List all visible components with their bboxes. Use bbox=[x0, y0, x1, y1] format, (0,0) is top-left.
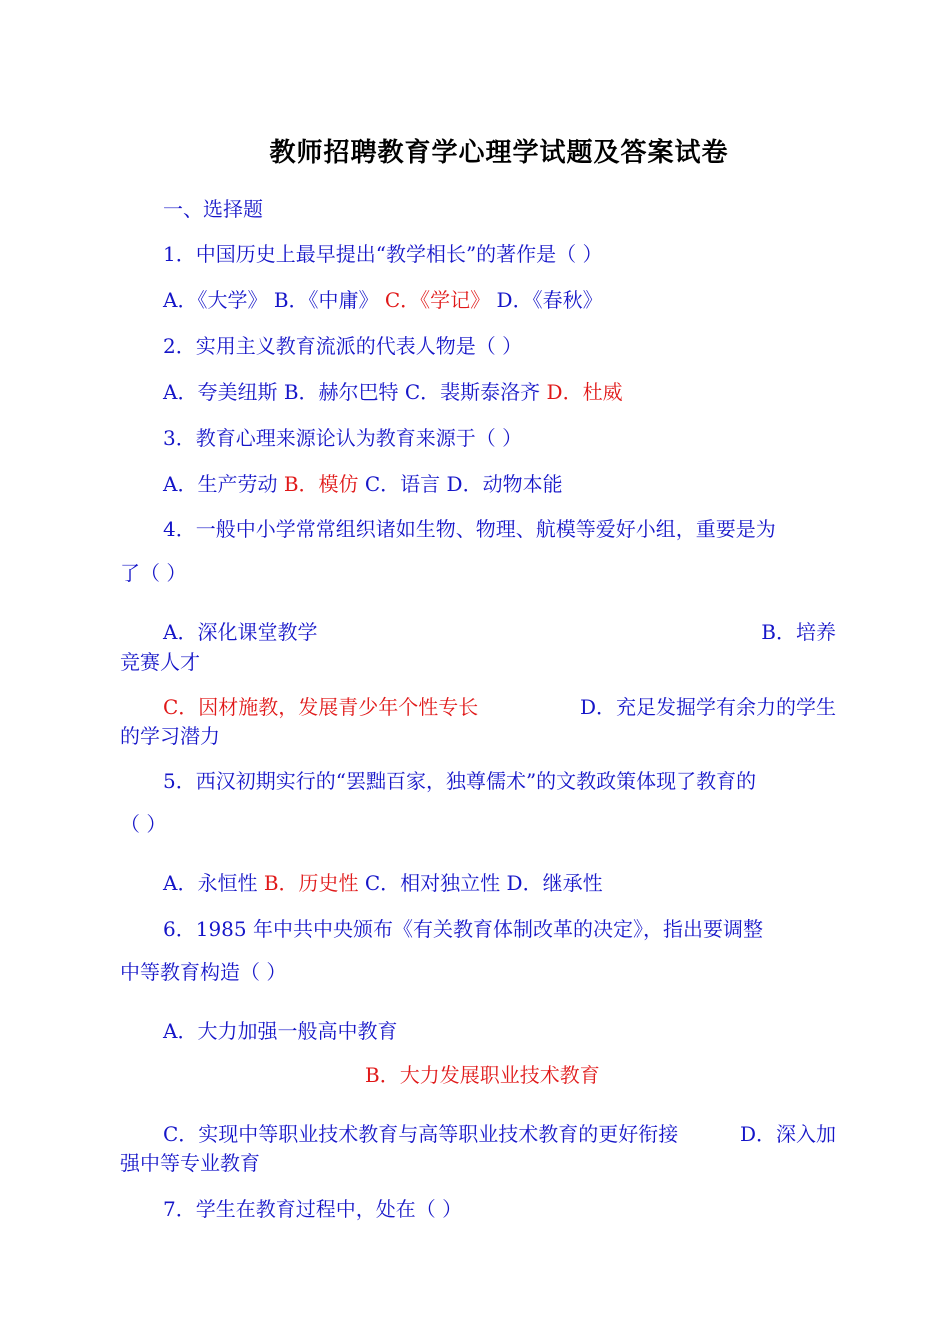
q4-option-b-continued: 竞赛人才 bbox=[120, 650, 200, 674]
q4-option-b: B．培养 bbox=[761, 620, 836, 644]
q1-option-c-answer: C．《学记》 bbox=[384, 288, 491, 312]
q4-option-a: A．深化课堂教学 bbox=[163, 620, 318, 644]
q2-option-a: A．夸美纽斯 bbox=[163, 380, 278, 404]
q6-option-d: D．深入加 bbox=[739, 1122, 836, 1146]
q6-option-d-continued: 强中等专业教育 bbox=[120, 1151, 260, 1175]
question-6-stem-line2: 中等教育构造（ ） bbox=[120, 960, 287, 984]
q6-options-row3 bbox=[163, 1119, 836, 1149]
q5-option-c: C．相对独立性 bbox=[364, 871, 501, 895]
q4-option-d-continued: 的学习潜力 bbox=[120, 724, 220, 748]
question-4-stem-line1: 4．一般中小学常常组织诸如生物、物理、航模等爱好小组，重要是为 bbox=[163, 517, 776, 541]
q4-options-row1 bbox=[163, 617, 836, 647]
question-2-options bbox=[163, 377, 836, 407]
q1-option-b: B．《中庸》 bbox=[273, 288, 379, 312]
section-heading: 一、选择题 bbox=[163, 197, 263, 221]
q1-option-a: A．《大学》 bbox=[163, 288, 268, 312]
question-5-stem-line2: （ ） bbox=[120, 812, 167, 836]
q1-option-d: D．《春秋》 bbox=[496, 288, 603, 312]
q4-option-c-answer: C．因材施教，发展青少年个性专长 bbox=[163, 695, 479, 719]
q6-option-c: C．实现中等职业技术教育与高等职业技术教育的更好衔接 bbox=[163, 1122, 679, 1146]
q2-option-c: C．裴斯泰洛齐 bbox=[404, 380, 541, 404]
q2-option-b: B．赫尔巴特 bbox=[283, 380, 399, 404]
q5-option-d: D．继承性 bbox=[506, 871, 603, 895]
question-3-options bbox=[163, 469, 836, 499]
question-1-options bbox=[163, 285, 836, 315]
question-5-options bbox=[163, 868, 836, 898]
page-title: 教师招聘教育学心理学试题及答案试卷 bbox=[269, 138, 729, 168]
q2-option-d-answer: D．杜威 bbox=[546, 380, 623, 404]
question-2-stem: 2．实用主义教育流派的代表人物是（ ） bbox=[163, 334, 523, 358]
q5-option-a: A．永恒性 bbox=[163, 871, 258, 895]
question-4-stem-line2: 了（ ） bbox=[120, 561, 187, 585]
q3-option-d: D．动物本能 bbox=[446, 472, 563, 496]
q4-options-row2 bbox=[163, 692, 836, 722]
question-7-stem: 7．学生在教育过程中，处在（ ） bbox=[163, 1197, 463, 1221]
q3-option-c: C．语言 bbox=[364, 472, 441, 496]
question-5-stem-line1: 5．西汉初期实行的“罢黜百家，独尊儒术”的文教政策体现了教育的 bbox=[163, 769, 757, 793]
question-6-stem-line1: 6．1985 年中共中央颁布《有关教育体制改革的决定》，指出要调整 bbox=[163, 917, 763, 941]
q5-option-b-answer: B．历史性 bbox=[263, 871, 359, 895]
q3-option-b-answer: B．模仿 bbox=[283, 472, 359, 496]
q6-option-b-answer: B．大力发展职业技术教育 bbox=[365, 1063, 600, 1087]
q3-option-a: A．生产劳动 bbox=[163, 472, 278, 496]
question-3-stem: 3．教育心理来源论认为教育来源于（ ） bbox=[163, 426, 523, 450]
q4-option-d: D．充足发掘学有余力的学生 bbox=[579, 695, 836, 719]
question-1-stem: 1．中国历史上最早提出“教学相长”的著作是（ ） bbox=[163, 242, 603, 266]
q6-option-a: A．大力加强一般高中教育 bbox=[163, 1019, 398, 1043]
